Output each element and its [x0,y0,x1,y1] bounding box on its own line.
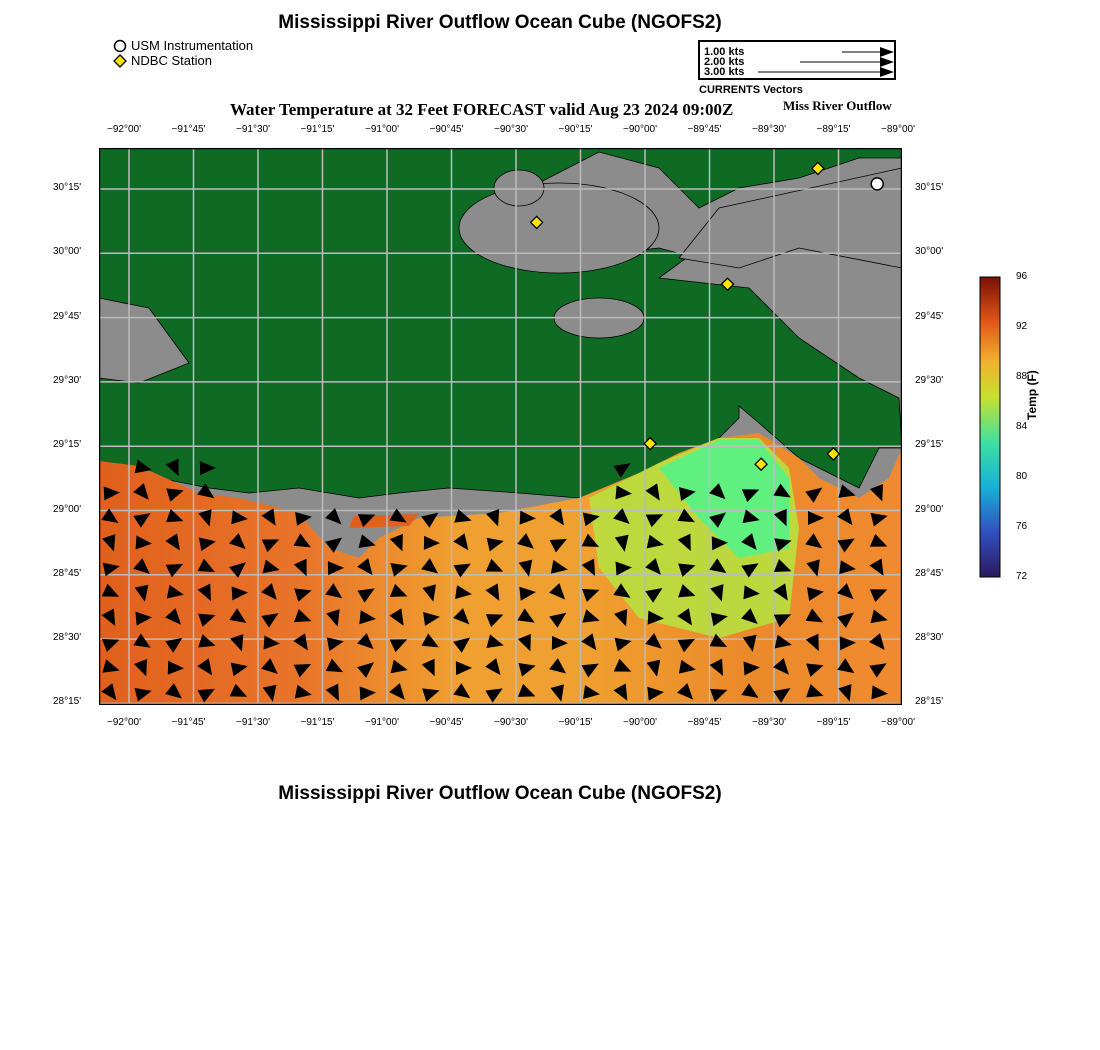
y-tick-label: 29°30' [915,374,944,386]
x-tick-label: −89°15' [816,124,851,135]
y-tick-label: 28°45' [53,567,82,579]
vector-row-3-label: 3.00 kts [704,66,745,78]
y-tick-label: 29°15' [915,439,944,451]
vector-row-1-label: 1.00 kts [704,46,745,58]
y-tick-label: 28°30' [915,632,944,644]
vector-arrow-icon [800,57,894,67]
y-tick-label: 30°15' [53,182,82,193]
x-tick-label: −90°15' [558,717,593,728]
vector-row-2-label: 2.00 kts [704,56,745,68]
y-tick-label: 28°15' [915,696,944,708]
colorbar-tick-label: 84 [1016,421,1028,432]
x-tick-label: −91°15' [300,717,335,728]
colorbar-tick-label: 76 [1016,521,1028,532]
lake [494,170,544,206]
bottom-title: Mississippi River Outflow Ocean Cube (NGOFS2) [278,783,722,804]
colorbar-tick-label: 92 [1016,321,1028,332]
ndbc-legend [113,53,212,68]
circle-icon [113,39,127,53]
x-tick-label: −90°15' [558,124,593,135]
x-tick-label: −90°45' [429,124,464,135]
x-tick-label: −89°30' [752,124,786,135]
y-tick-label: 29°30' [53,374,82,386]
usm-instrument-marker[interactable] [871,178,883,190]
x-tick-label: −89°45' [687,124,722,135]
y-tick-label: 28°30' [53,632,82,644]
vector-arrow-icon [758,67,894,77]
x-tick-label: −91°45' [171,717,206,728]
x-tick-label: −90°00' [623,717,657,728]
x-tick-label: −89°15' [816,717,851,728]
lake [459,183,659,273]
x-tick-label: −91°15' [300,124,335,135]
x-tick-label: −89°45' [687,717,722,728]
colorbar-label: Temp (F) [1025,370,1039,420]
x-tick-label: −91°30' [236,124,270,135]
map-subtitle: Miss River Outflow [783,98,892,113]
x-tick-label: −91°00' [365,124,399,135]
colorbar-tick-label: 80 [1016,471,1028,482]
y-tick-label: 30°00' [915,246,944,258]
colorbar-tick-label: 96 [1016,271,1028,282]
top-title: Mississippi River Outflow Ocean Cube (NGOFS2) [278,12,722,33]
colorbar-gradient [980,277,1000,577]
y-tick-label: 28°15' [53,696,82,708]
x-tick-label: −90°45' [429,717,464,728]
x-tick-label: −89°00' [881,124,915,135]
ndbc-legend-label: NDBC Station [131,53,212,68]
temperature-map[interactable] [99,148,902,705]
diamond-icon [113,54,127,68]
usm-legend [113,38,253,53]
map-title: Water Temperature at 32 Feet FORECAST valid Aug 23 2024 09:00Z [230,100,734,119]
y-tick-label: 29°15' [53,439,82,451]
y-tick-label: 29°00' [53,503,82,515]
x-tick-label: −91°30' [236,717,270,728]
x-tick-label: −90°30' [494,124,528,135]
x-tick-label: −91°00' [365,717,399,728]
y-tick-label: 29°45' [53,310,82,322]
vector-legend-caption: CURRENTS Vectors [699,84,803,96]
colorbar-tick-label: 88 [1016,371,1028,382]
x-tick-label: −89°30' [752,717,786,728]
y-tick-label: 28°45' [915,567,944,579]
x-tick-label: −90°00' [623,124,657,135]
y-tick-label: 30°00' [53,246,82,258]
x-tick-label: −91°45' [171,124,206,135]
x-tick-label: −92°00' [107,717,141,728]
vector-arrow-icon [842,47,894,57]
y-tick-label: 30°15' [915,182,944,193]
usm-legend-label: USM Instrumentation [131,38,254,53]
x-tick-label: −89°00' [881,717,915,728]
vector-legend [698,40,896,80]
colorbar [978,275,1002,580]
x-tick-label: −90°30' [494,717,528,728]
y-tick-label: 29°00' [915,503,944,515]
x-tick-label: −92°00' [107,124,141,135]
y-tick-label: 29°45' [915,310,944,322]
colorbar-tick-label: 72 [1016,571,1028,582]
vector-row-3 [700,67,894,77]
